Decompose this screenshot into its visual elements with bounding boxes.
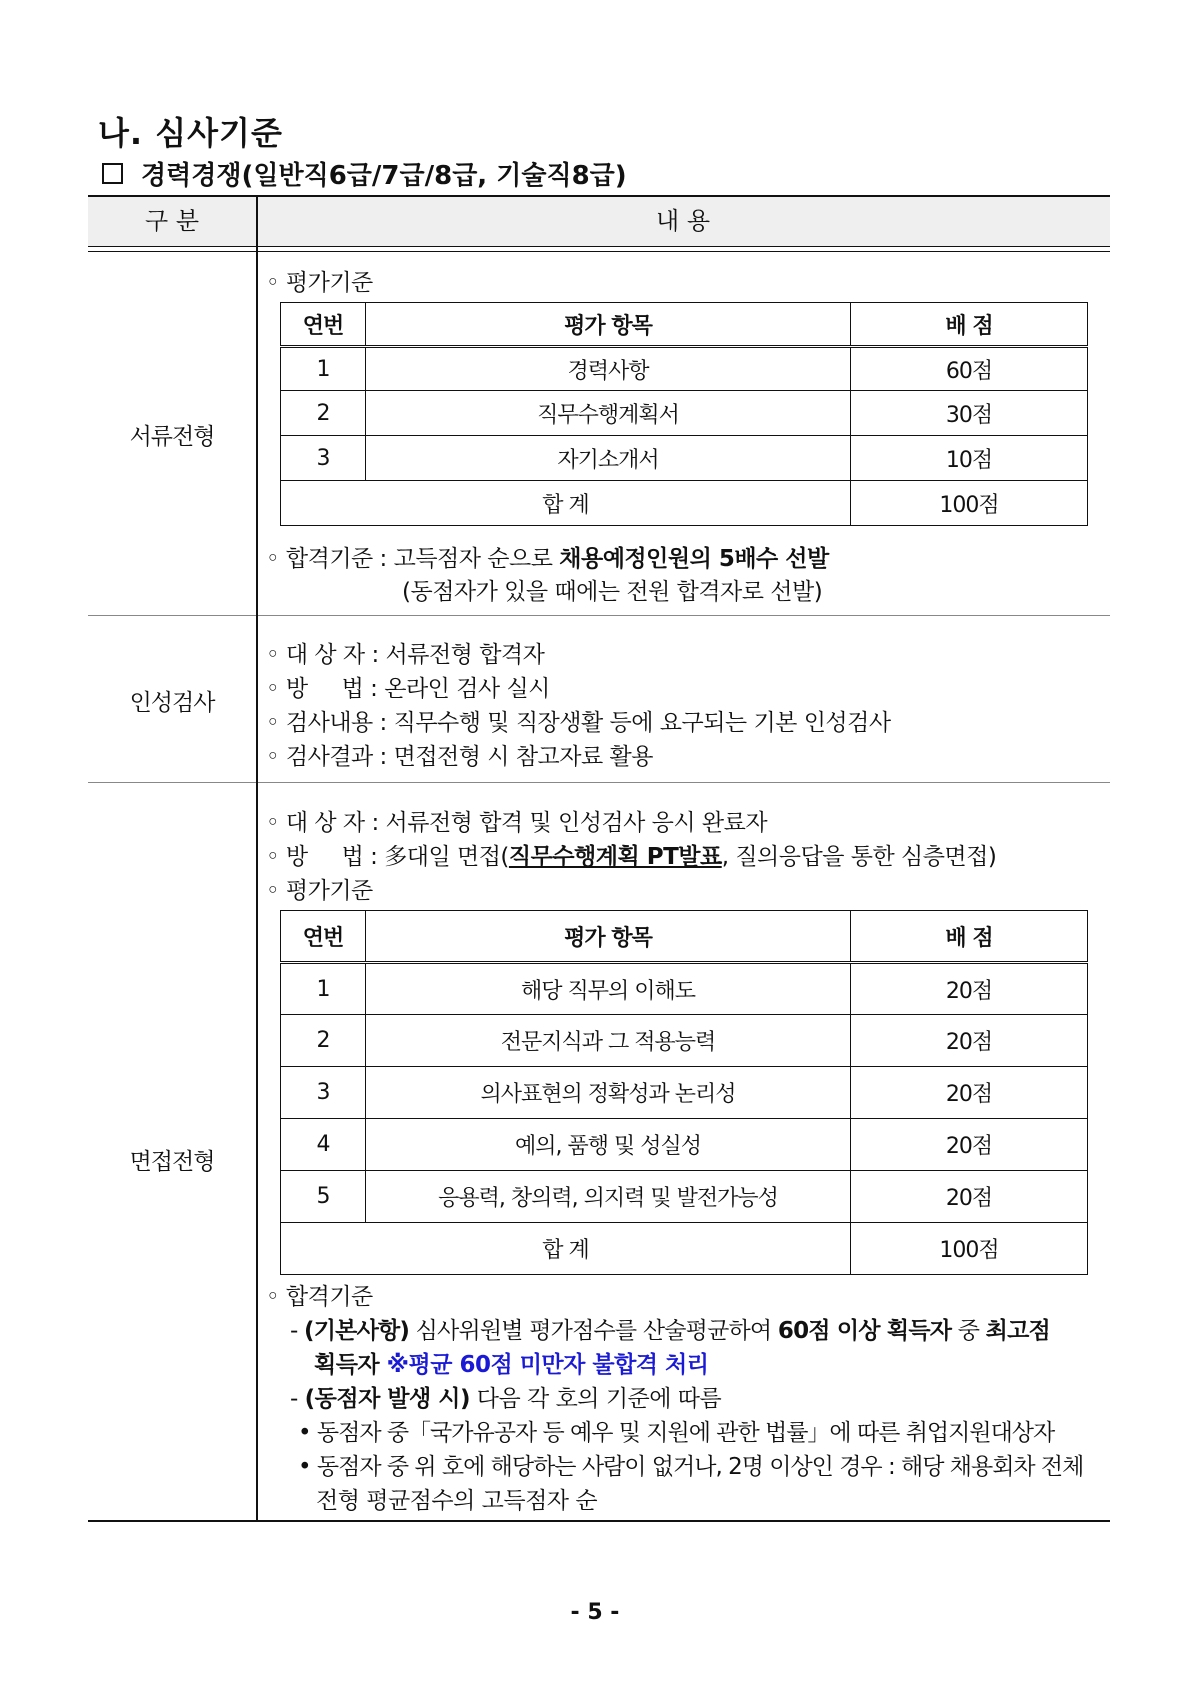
row-item: 경력사항 [366,347,851,391]
category-document-screening: 서류전형 [129,424,215,450]
table-row [281,391,1088,436]
subsection-title: 경력경쟁(일반직6급/7급/8급, 기술직8급) [141,161,627,191]
interview-target: ◦ 대 상 자 : 서류전형 합격 및 인성검사 응시 완료자 [266,810,768,836]
row-item: 자기소개서 [366,436,851,481]
category-personality-test: 인성검사 [129,690,215,716]
row-no: 5 [281,1171,366,1223]
row-no: 4 [281,1119,366,1171]
doc-criteria-title: ◦ 평가기준 [266,270,373,296]
tie-bullet-2: • 동점자 중 위 호에 해당하는 사람이 없거나, 2명 이상인 경우 : 해당 채용회차 전체 [298,1454,1084,1480]
row-score: 10점 [851,436,1088,481]
dash: - [290,1386,305,1412]
table-row [281,347,1088,391]
header-double-border [88,246,1110,252]
row-score: 20점 [851,1015,1088,1067]
category-interview: 면접전형 [129,1149,215,1175]
basic-cont: 획득자 [314,1352,380,1378]
row-score: 20점 [851,963,1088,1015]
doc-col-no: 연번 [281,303,366,347]
page-number: - 5 - [570,1600,620,1625]
row-item: 해당 직무의 이해도 [366,963,851,1015]
row-score: 60점 [851,347,1088,391]
row-divider-1 [88,615,1110,616]
doc-pass-prefix: ◦ 합격기준 : 고득점자 순으로 [266,546,560,572]
basic-top: 최고점 [985,1318,1050,1344]
total-value: 100점 [851,481,1088,526]
interview-score-table [280,910,1088,1275]
section-heading: 나. 심사기준 [98,114,283,152]
row-item: 전문지식과 그 적용능력 [366,1015,851,1067]
row-item: 직무수행계획서 [366,391,851,436]
row-item: 예의, 품행 및 성실성 [366,1119,851,1171]
checkbox-square-icon [102,163,123,184]
tie-label: (동점자 발생 시) [304,1386,470,1412]
method-prefix: ◦ 방 법 : 多대일 면접( [266,844,509,870]
doc-score-table [280,302,1088,526]
table-total-row [281,1223,1088,1275]
interview-criteria-title: ◦ 평가기준 [266,878,373,904]
total-label: 합 계 [281,1223,851,1275]
header-category: 구 분 [145,207,199,235]
table-row [281,1171,1088,1223]
row-item: 응용력, 창의력, 의지력 및 발전가능성 [366,1171,851,1223]
row-score: 30점 [851,391,1088,436]
basic-text: 심사위원별 평가점수를 산술평균하여 [409,1318,778,1344]
interview-pass-title: ◦ 합격기준 [266,1284,373,1310]
iv-col-no: 연번 [281,911,366,963]
doc-pass-criteria [266,540,829,573]
header-content: 내 용 [656,207,710,235]
interview-basic-rule [290,1312,1050,1345]
interview-method [266,838,996,871]
fail-notice: ※평균 60점 미만자 불합격 처리 [379,1352,709,1378]
row-divider-2 [88,782,1110,783]
interview-basic-rule-cont [314,1346,708,1379]
doc-col-item: 평가 항목 [366,303,851,347]
table-row [281,1015,1088,1067]
method-suffix: , 질의응답을 통한 심층면접) [721,844,997,870]
table-row [281,963,1088,1015]
row-no: 1 [281,963,366,1015]
row-score: 20점 [851,1171,1088,1223]
dash: - [290,1318,305,1344]
basic-text-2: 중 [951,1318,986,1344]
doc-col-score: 배 점 [851,303,1088,347]
basic-label: (기본사항) [304,1318,410,1344]
row-no: 2 [281,391,366,436]
row-no: 3 [281,1067,366,1119]
total-label: 합 계 [281,481,851,526]
basic-threshold: 60점 이상 획득자 [777,1318,952,1344]
row-score: 20점 [851,1119,1088,1171]
doc-pass-bold: 채용예정인원의 5배수 선발 [559,546,829,572]
iv-col-score: 배 점 [851,911,1088,963]
row-no: 1 [281,347,366,391]
table-row [281,436,1088,481]
table-bottom-border [88,1520,1110,1522]
row-no: 3 [281,436,366,481]
method-underlined: 직무수행계획 PT발표 [508,844,722,870]
doc-pass-note: (동점자가 있을 때에는 전원 합격자로 선발) [402,579,823,605]
row-score: 20점 [851,1067,1088,1119]
personality-method: ◦ 방 법 : 온라인 검사 실시 [266,676,550,702]
table-row [281,1067,1088,1119]
personality-content: ◦ 검사내용 : 직무수행 및 직장생활 등에 요구되는 기본 인성검사 [266,710,891,736]
subsection-heading [98,155,627,192]
table-row [281,1119,1088,1171]
personality-target: ◦ 대 상 자 : 서류전형 합격자 [266,642,545,668]
row-item: 의사표현의 정확성과 논리성 [366,1067,851,1119]
personality-result: ◦ 검사결과 : 면접전형 시 참고자료 활용 [266,744,653,770]
tie-bullet-1: • 동점자 중「국가유공자 등 예우 및 지원에 관한 법률」에 따른 취업지원대상자 [298,1420,1055,1446]
tie-text: 다음 각 호의 기준에 따름 [469,1386,722,1412]
column-divider [256,196,258,1521]
total-value: 100점 [851,1223,1088,1275]
tie-bullet-2-cont: 전형 평균점수의 고득점자 순 [316,1488,598,1514]
row-no: 2 [281,1015,366,1067]
interview-tie-rule [290,1380,721,1413]
table-total-row [281,481,1088,526]
iv-col-item: 평가 항목 [366,911,851,963]
